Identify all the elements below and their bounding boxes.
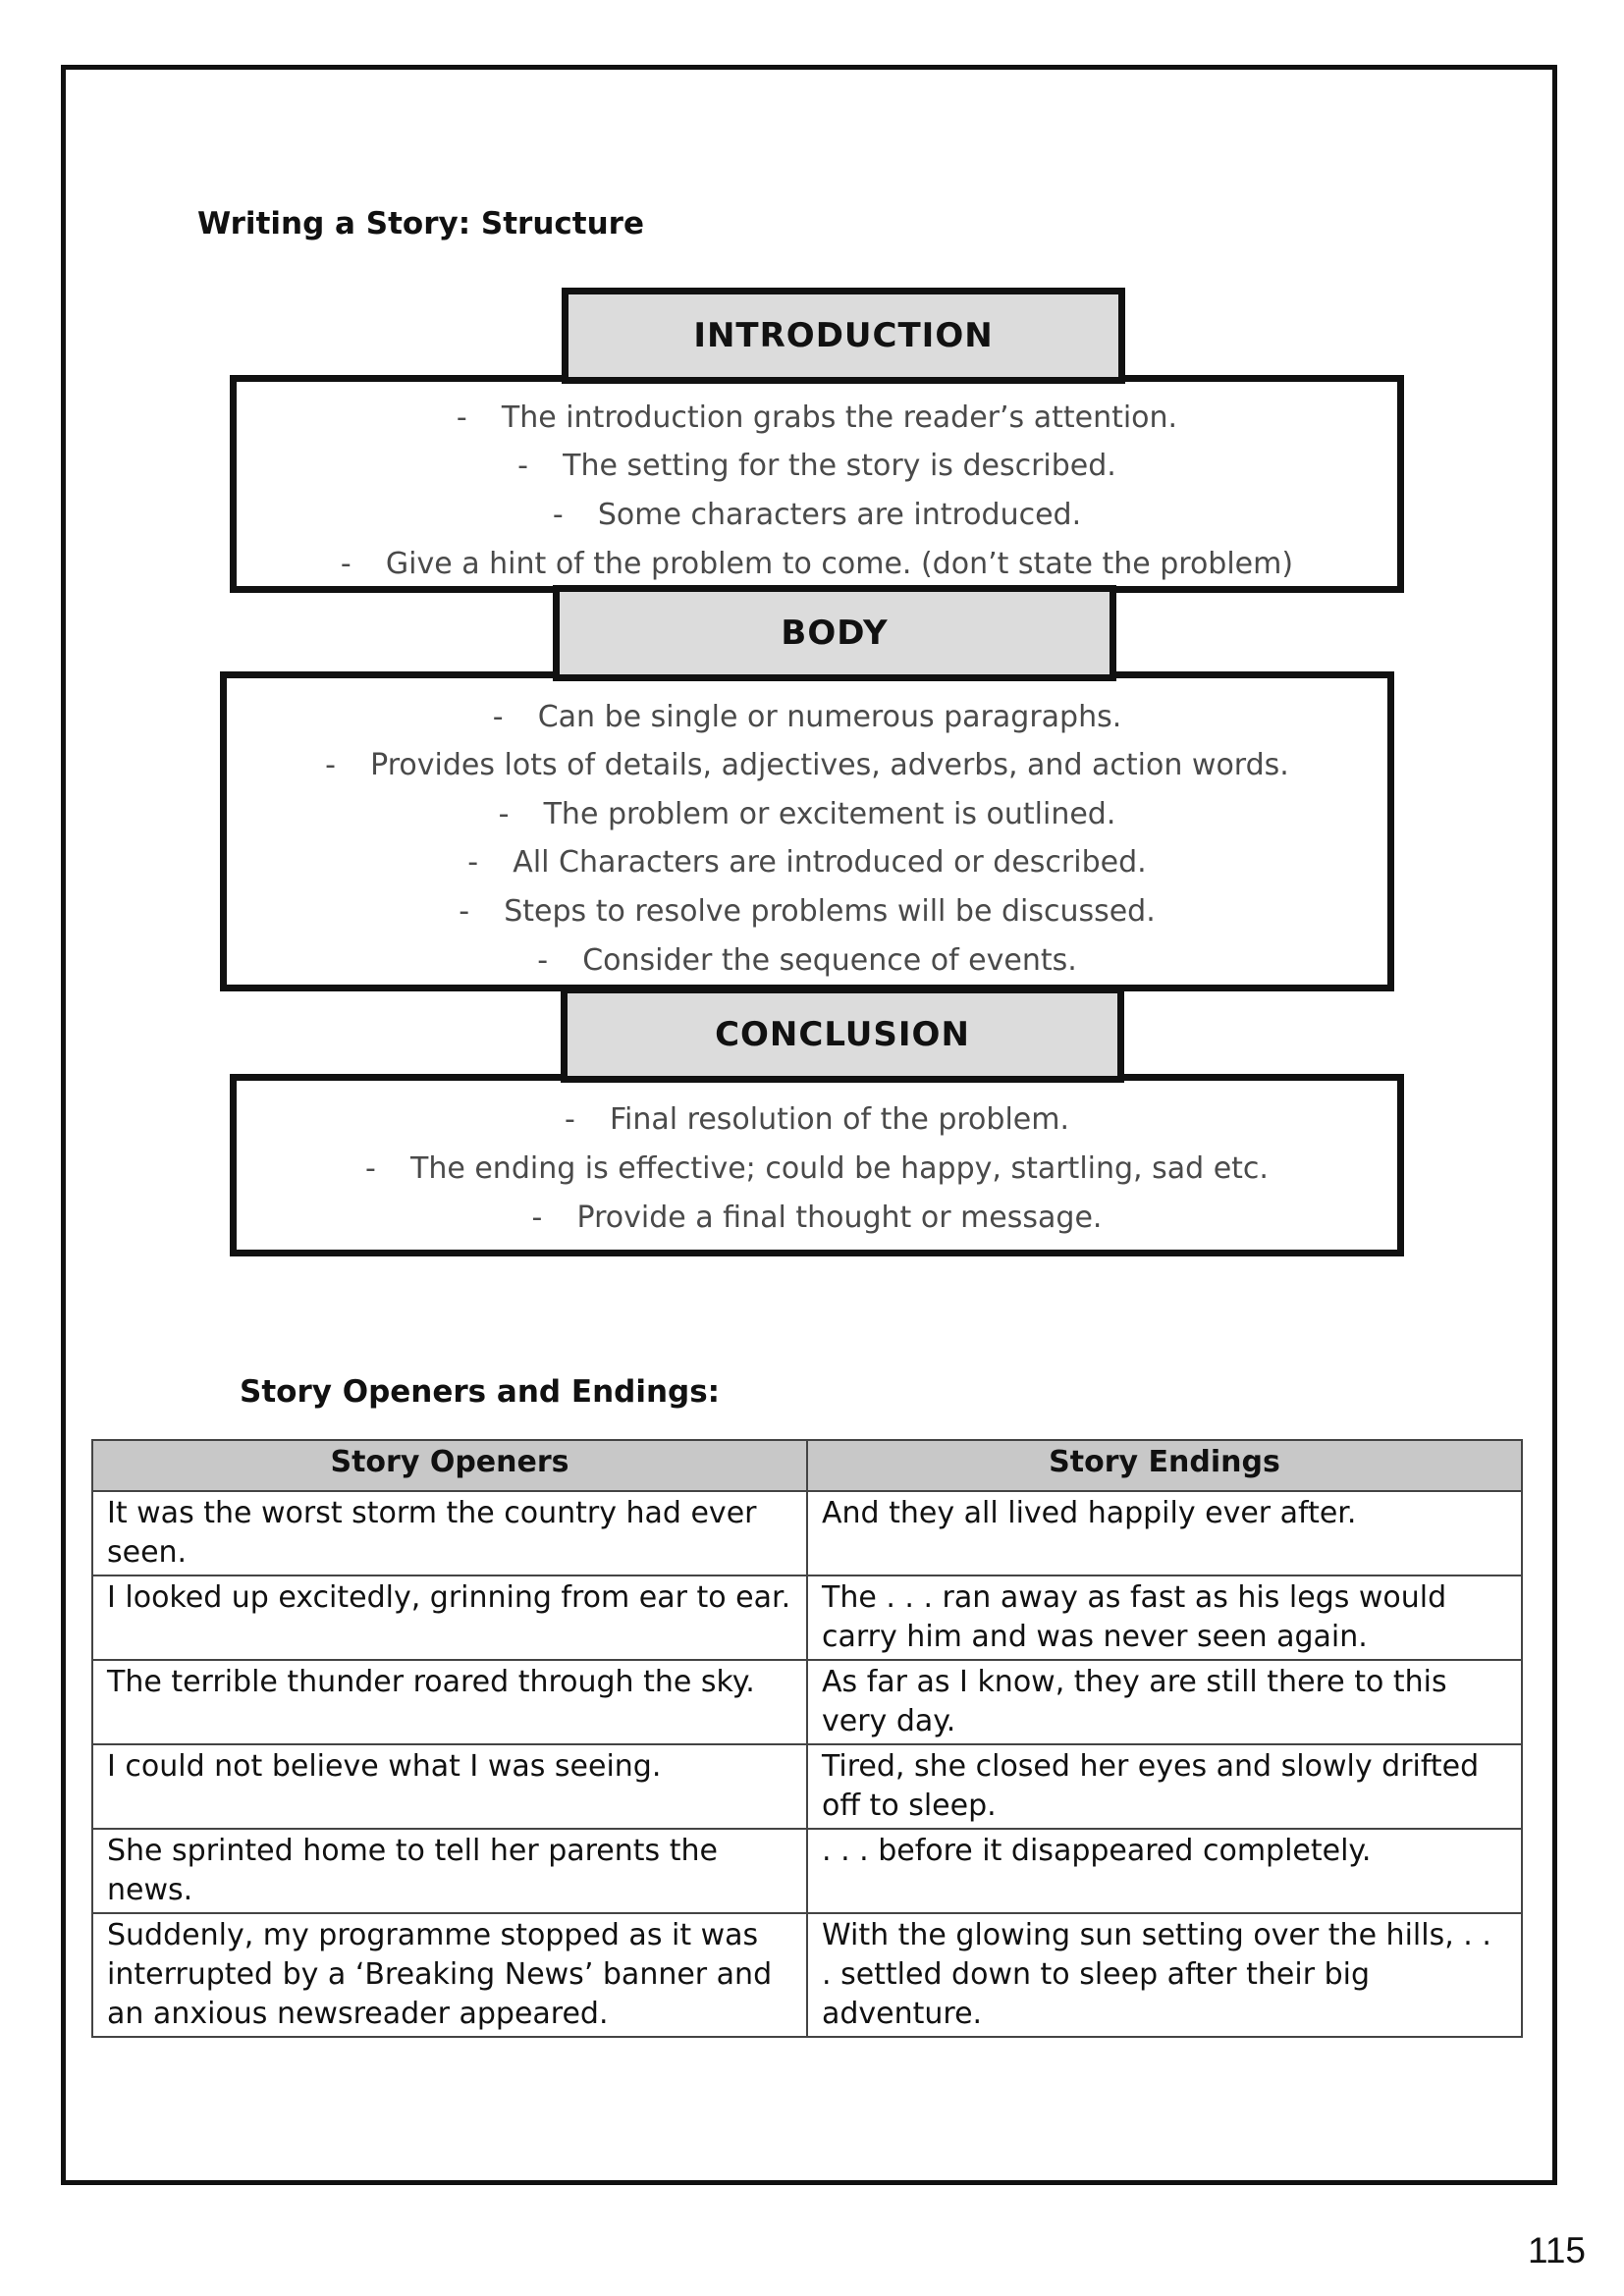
ending-cell: With the glowing sun setting over the hills, . . . settled down to sleep after their big adventure.: [807, 1913, 1522, 2037]
bullet-text: Provide a final thought or message.: [576, 1201, 1103, 1235]
bullet-dash: -: [459, 894, 470, 929]
bullet-text: The ending is effective; could be happy, startling, sad etc.: [410, 1151, 1269, 1186]
bullet-item: [227, 797, 1387, 832]
bullet-item: [227, 845, 1387, 881]
bullet-text: The setting for the story is described.: [563, 449, 1116, 483]
table-title: Story Openers and Endings:: [240, 1374, 721, 1410]
story-openers-endings-table: [91, 1439, 1523, 2038]
opener-cell: I could not believe what I was seeing.: [92, 1744, 807, 1829]
page-number: 115: [1528, 2230, 1586, 2270]
bullet-dash: -: [531, 1201, 543, 1235]
bullet-dash: -: [456, 400, 467, 435]
column-header-endings: Story Endings: [807, 1440, 1522, 1491]
bullet-text: All Characters are introduced or described.: [513, 845, 1147, 880]
table-row: [92, 1744, 1522, 1829]
bullet-item: [237, 498, 1397, 533]
bullet-item: [227, 748, 1387, 783]
bullet-item: [227, 700, 1387, 735]
bullet-text: Steps to resolve problems will be discussed.: [504, 894, 1156, 929]
ending-cell: . . . before it disappeared completely.: [807, 1829, 1522, 1913]
bullet-dash: -: [498, 797, 510, 831]
bullet-text: The introduction grabs the reader’s attention.: [501, 400, 1178, 435]
opener-cell: Suddenly, my programme stopped as it was interrupted by a ‘Breaking News’ banner and an anxious newsreader appeared.: [92, 1913, 807, 2037]
table-row: [92, 1829, 1522, 1913]
bullet-dash: -: [517, 449, 528, 483]
body-box: [220, 671, 1394, 991]
introduction-heading: INTRODUCTION: [562, 288, 1125, 384]
bullet-dash: -: [325, 748, 336, 782]
table-header-row: [92, 1440, 1522, 1491]
ending-cell: The . . . ran away as fast as his legs would carry him and was never seen again.: [807, 1575, 1522, 1660]
bullet-text: Provides lots of details, adjectives, adverbs, and action words.: [370, 748, 1289, 782]
body-heading: BODY: [553, 585, 1116, 681]
bullet-item: [237, 1102, 1397, 1138]
page-title: Writing a Story: Structure: [197, 206, 644, 241]
opener-cell: She sprinted home to tell her parents the news.: [92, 1829, 807, 1913]
bullet-item: [227, 943, 1387, 979]
bullet-dash: -: [340, 547, 352, 581]
bullet-dash: -: [492, 700, 504, 734]
bullet-text: Give a hint of the problem to come. (don’t state the problem): [385, 547, 1294, 581]
table-row: [92, 1913, 1522, 2037]
bullet-dash: -: [564, 1102, 575, 1137]
bullet-text: Some characters are introduced.: [597, 498, 1082, 532]
conclusion-heading: CONCLUSION: [561, 987, 1124, 1083]
bullet-dash: -: [537, 943, 549, 978]
bullet-dash: -: [365, 1151, 376, 1186]
bullet-text: Can be single or numerous paragraphs.: [537, 700, 1122, 734]
opener-cell: The terrible thunder roared through the sky.: [92, 1660, 807, 1744]
column-header-openers: Story Openers: [92, 1440, 807, 1491]
ending-cell: Tired, she closed her eyes and slowly drifted off to sleep.: [807, 1744, 1522, 1829]
table-row: [92, 1491, 1522, 1575]
bullet-item: [237, 1201, 1397, 1236]
bullet-text: Final resolution of the problem.: [609, 1102, 1070, 1137]
opener-cell: I looked up excitedly, grinning from ear to ear.: [92, 1575, 807, 1660]
bullet-dash: -: [552, 498, 564, 532]
introduction-box: [230, 375, 1404, 593]
bullet-item: [237, 547, 1397, 582]
bullet-text: The problem or excitement is outlined.: [543, 797, 1116, 831]
table-row: [92, 1575, 1522, 1660]
bullet-item: [237, 400, 1397, 436]
bullet-text: Consider the sequence of events.: [582, 943, 1077, 978]
bullet-item: [237, 1151, 1397, 1187]
ending-cell: As far as I know, they are still there to this very day.: [807, 1660, 1522, 1744]
bullet-item: [237, 449, 1397, 484]
conclusion-box: [230, 1074, 1404, 1256]
bullet-item: [227, 894, 1387, 930]
bullet-dash: -: [467, 845, 479, 880]
ending-cell: And they all lived happily ever after.: [807, 1491, 1522, 1575]
opener-cell: It was the worst storm the country had ever seen.: [92, 1491, 807, 1575]
table-row: [92, 1660, 1522, 1744]
